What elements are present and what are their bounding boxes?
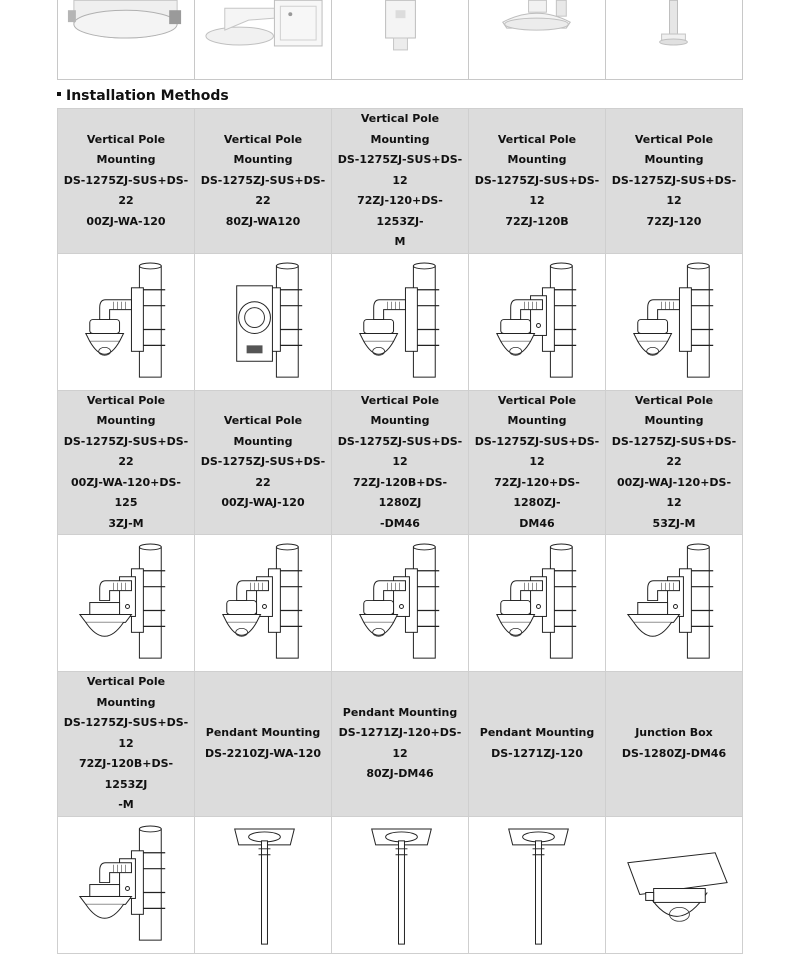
pole-mount-wide-dome-drawing-icon [606,541,742,664]
method-image-cell [195,253,332,390]
method-image-cell [332,816,469,953]
method-image-cell [58,535,195,672]
method-label-cell [58,672,195,817]
method-image-row [58,816,743,953]
method-label: Vertical Pole Mounting DS-1275ZJ-SUS+DS-12 72ZJ-120B+DS-1280ZJ -DM46 [337,393,463,530]
pendant-mount-drawing-icon [469,823,605,946]
pendant-pole-photo-icon [606,0,742,79]
method-label-row [58,109,743,254]
method-label: Vertical Pole Mounting DS-1275ZJ-SUS+DS-22 00ZJ-WA-120+DS-125 3ZJ-M [63,393,189,530]
accessory-cell [195,0,332,80]
pole-mount-dome-drawing-icon [606,260,742,383]
accessory-cell [332,0,469,80]
method-label: Junction Box DS-1280ZJ-DM46 [621,726,727,760]
method-label-row [58,672,743,817]
method-image-cell [606,253,743,390]
method-image-cell [469,816,606,953]
junction-box-photo-icon [58,0,194,79]
method-image-row [58,535,743,672]
method-label-cell [332,672,469,817]
pole-mount-wide-dome-drawing-icon [58,823,194,946]
method-label: Vertical Pole Mounting DS-1275ZJ-SUS+DS-22 00ZJ-WAJ-120 [200,414,326,509]
wall-mount-with-junction-box-photo-icon [195,0,331,79]
method-label-cell [606,109,743,254]
method-label-cell [58,109,195,254]
method-image-cell [195,535,332,672]
method-label-row [58,390,743,535]
method-label: Pendant Mounting DS-1271ZJ-120 [479,726,595,760]
pendant-mount-drawing-icon [195,823,331,946]
pendant-mount-drawing-icon [332,823,468,946]
accessory-cell [469,0,606,80]
method-label-cell [469,109,606,254]
method-image-cell [469,253,606,390]
method-image-row [58,253,743,390]
method-label-cell [469,390,606,535]
pole-mount-dome-drawing-icon [332,260,468,383]
section-title-text: Installation Methods [66,88,229,104]
method-image-cell [195,816,332,953]
method-label: Vertical Pole Mounting DS-1275ZJ-SUS+DS-22 00ZJ-WA-120 [63,132,189,228]
installation-methods-table [57,108,743,954]
pole-mount-box-dome-drawing-icon [469,541,605,664]
accessory-cell [606,0,743,80]
method-label-cell [195,672,332,817]
pole-mount-box-dome-drawing-icon [332,541,468,664]
dome-wall-mount-photo-icon [469,0,605,79]
method-label-cell [606,672,743,817]
method-image-cell [469,535,606,672]
bullet-icon [57,92,61,96]
method-image-cell [606,816,743,953]
method-label: Vertical Pole Mounting DS-1275ZJ-SUS+DS-12 72ZJ-120B [474,132,600,228]
method-label-cell [469,672,606,817]
pole-mount-flat-dome-drawing-icon [195,260,331,383]
pole-adapter-photo-icon [332,0,468,79]
method-label: Vertical Pole Mounting DS-1275ZJ-SUS+DS-12 72ZJ-120+DS-1253ZJ- M [337,112,463,248]
method-label-cell [606,390,743,535]
method-label: Pendant Mounting DS-2210ZJ-WA-120 [204,726,322,760]
pole-mount-ptz-box-drawing-icon [195,541,331,664]
method-image-cell [58,816,195,953]
method-label-cell [58,390,195,535]
method-label: Vertical Pole Mounting DS-1275ZJ-SUS+DS-22 00ZJ-WAJ-120+DS-12 53ZJ-M [611,393,737,530]
pole-mount-box-dome-drawing-icon [469,260,605,383]
method-label: Vertical Pole Mounting DS-1275ZJ-SUS+DS-12 72ZJ-120B+DS-1253ZJ -M [63,675,189,811]
method-label: Vertical Pole Mounting DS-1275ZJ-SUS+DS-22 80ZJ-WA120 [200,132,326,228]
method-label-cell [195,390,332,535]
method-label-cell [332,390,469,535]
method-image-cell [58,253,195,390]
method-label-cell [195,109,332,254]
accessory-photo-row [57,0,743,80]
pole-mount-ptz-drawing-icon [58,260,194,383]
method-label: Vertical Pole Mounting DS-1275ZJ-SUS+DS-12 72ZJ-120+DS-1280ZJ- DM46 [474,393,600,530]
method-label-cell [332,109,469,254]
method-image-cell [332,535,469,672]
section-title [57,86,229,106]
pole-mount-wide-dome-drawing-icon [58,541,194,664]
method-image-cell [332,253,469,390]
method-label: Pendant Mounting DS-1271ZJ-120+DS-12 80ZJ-DM46 [338,705,462,781]
method-image-cell [606,535,743,672]
ceiling-junction-box-drawing-icon [606,823,742,946]
method-label: Vertical Pole Mounting DS-1275ZJ-SUS+DS-12 72ZJ-120 [611,132,737,228]
accessory-cell [58,0,195,80]
